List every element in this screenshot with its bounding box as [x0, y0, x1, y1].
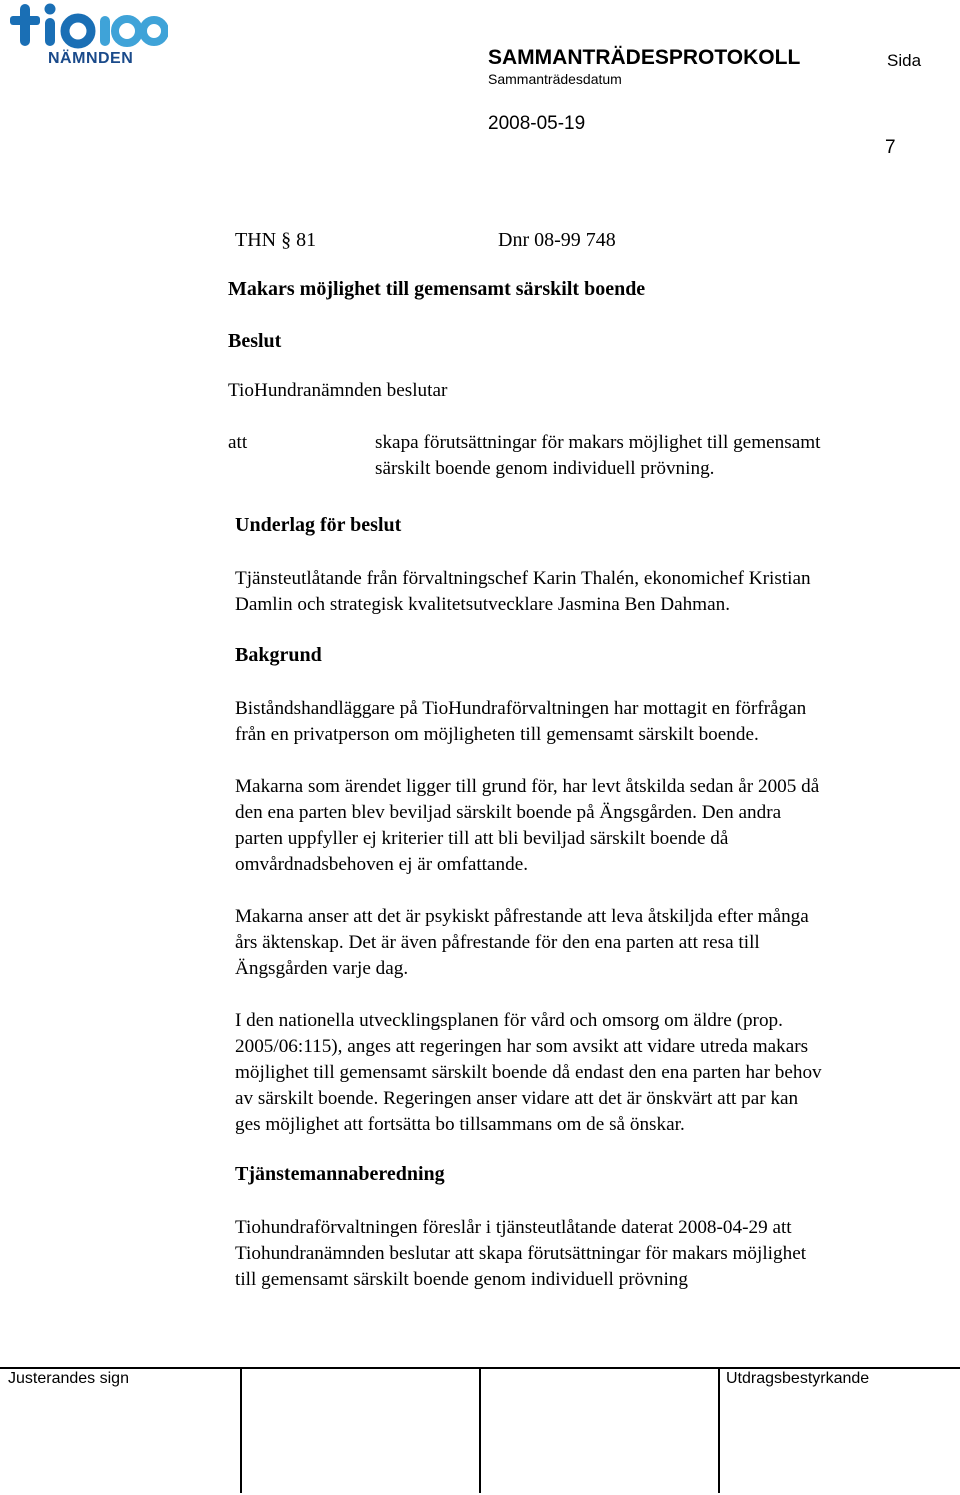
paragraph-line: års äktenskap. Det är även påfrestande för den ena parten att resa till — [235, 932, 760, 953]
document-type-title: SAMMANTRÄDESPROTOKOLL — [488, 46, 801, 69]
tio100-logo — [8, 0, 168, 70]
decision-text-line: skapa förutsättningar för makars möjlighet till gemensamt — [375, 432, 821, 453]
decision-text-line: särskilt boende genom individuell prövning. — [375, 458, 715, 479]
underlag-line: Tjänsteutlåtande från förvaltningschef Karin Thalén, ekonomichef Kristian — [235, 568, 811, 589]
paragraph-line: från en privatperson om möjligheten till gemensamt särskilt boende. — [235, 724, 759, 745]
paragraph-line: I den nationella utvecklingsplanen för vård och omsorg om äldre (prop. — [235, 1010, 783, 1031]
diary-number: Dnr 08-99 748 — [498, 229, 616, 251]
footer-column-divider — [479, 1368, 481, 1493]
beredning-line: Tiohundraförvaltningen föreslår i tjänsteutlåtande daterat 2008-04-29 att — [235, 1217, 792, 1238]
decision-att-label: att — [228, 432, 248, 453]
underlag-line: Damlin och strategisk kvalitetsutvecklare Jasmina Ben Dahman. — [235, 594, 731, 615]
logo-subtitle: NÄMNDEN — [48, 50, 134, 67]
footer-column-divider — [240, 1368, 242, 1493]
paragraph-line: möjlighet till gemensamt särskilt boende då endast den ena parten har behov — [235, 1062, 822, 1083]
paragraph-line: den ena parten blev beviljad särskilt boende på Ängsgården. Den andra — [235, 802, 782, 823]
paragraph-line: Ängsgården varje dag. — [235, 958, 409, 979]
paragraph-line: parten uppfyller ej kriterier till att bli beviljad särskilt boende då — [235, 828, 729, 849]
underlag-title: Underlag för beslut — [235, 514, 402, 536]
footer-column-divider — [718, 1368, 720, 1493]
beredning-line: till gemensamt särskilt boende genom individuell prövning — [235, 1269, 688, 1290]
paragraph-line: Makarna anser att det är psykiskt påfrestande att leva åtskiljda efter många — [235, 906, 809, 927]
decision-intro: TioHundranämnden beslutar — [228, 380, 448, 401]
meeting-date-label: Sammanträdesdatum — [488, 71, 622, 87]
bakgrund-title: Bakgrund — [235, 644, 322, 666]
decision-title: Beslut — [228, 330, 282, 352]
logo-wordmark-icon — [8, 0, 168, 52]
paragraph-line: omvårdnadsbehoven ej är omfattande. — [235, 854, 529, 875]
beredning-line: Tiohundranämnden beslutar att skapa förutsättningar för makars möjlighet — [235, 1243, 807, 1264]
utdragsbestyrkande-label: Utdragsbestyrkande — [726, 1370, 870, 1387]
case-heading: Makars möjlighet till gemensamt särskilt boende — [228, 278, 646, 300]
beredning-title: Tjänstemannaberedning — [235, 1163, 445, 1185]
justerandes-sign-label: Justerandes sign — [8, 1370, 129, 1387]
paragraph-line: Biståndshandläggare på TioHundraförvaltningen har mottagit en förfrågan — [235, 698, 807, 719]
paragraph-line: Makarna som ärendet ligger till grund för, har levt åtskilda sedan år 2005 då — [235, 776, 820, 797]
paragraph-line: av särskilt boende. Regeringen anser vidare att det är önskvärt att par kan — [235, 1088, 799, 1109]
paragraph-line: 2005/06:115), anges att regeringen har som avsikt att vidare utreda makars — [235, 1036, 809, 1057]
paragraph-line: ges möjlighet att fortsätta bo tillsammans om de så önskar. — [235, 1114, 685, 1135]
page-label: Sida — [887, 51, 922, 70]
page-number: 7 — [885, 137, 896, 158]
meeting-date: 2008-05-19 — [488, 113, 586, 134]
section-reference: THN § 81 — [235, 229, 317, 251]
